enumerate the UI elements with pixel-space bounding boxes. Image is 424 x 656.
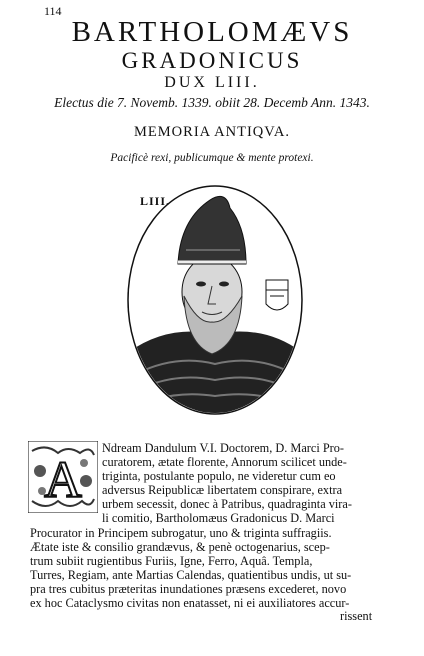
portrait-engraving (126, 184, 304, 416)
title-name: BARTHOLOMÆVS (71, 16, 353, 48)
catchword: rissent (340, 609, 373, 623)
body-text (30, 441, 400, 610)
body-line: adversus Reipublicæ libertatem conspirare, extra (102, 483, 343, 498)
drop-cap-letter: A (44, 452, 82, 509)
body-line: triginta, postulante populo, ne videretur cum eo (102, 469, 336, 484)
body-line: ex hoc Cataclysmo civitas non enatasset, ni ei auxiliatores accur- (30, 596, 350, 611)
title-doge-number: DUX LIII. (164, 74, 260, 91)
body-line: trum subiit rugientibus Furiis, Igne, Ferro, Aquâ. Templa, (30, 553, 313, 568)
election-dates: Electus die 7. Novemb. 1339. obiit 28. Decemb Ann. 1343. (54, 95, 370, 110)
body-line: Ætate iste & consilio grandævus, & penè octogenarius, scep- (30, 539, 330, 554)
body-line: Procurator in Principem subrogatur, uno & triginta suffragiis. (30, 525, 332, 540)
body-line: Turres, Regiam, ante Martias Calendas, quatientibus undis, ut su- (30, 567, 352, 582)
body-line: pra tres cubitus præteritas inundationes præsens excederet, novo (30, 581, 347, 596)
body-line: curatorem, ætate florente, Annorum scilicet unde- (102, 455, 347, 470)
body-line: urbem secessit, donec à Patribus, quadraginta vira- (102, 497, 352, 512)
motto: Pacificè rexi, publicumque & mente protexi. (110, 152, 314, 164)
page-number: 114 (44, 4, 62, 18)
title-family: GRADONICUS (121, 48, 303, 73)
body-line: li comitio, Bartholomæus Gradonicus D. Marci (102, 511, 335, 526)
memoria-heading: MEMORIA ANTIQVA. (134, 124, 290, 140)
portrait-label: LIII. (140, 194, 171, 208)
body-line: Ndream Dandulum V.I. Doctorem, D. Marci Pro- (102, 441, 345, 455)
